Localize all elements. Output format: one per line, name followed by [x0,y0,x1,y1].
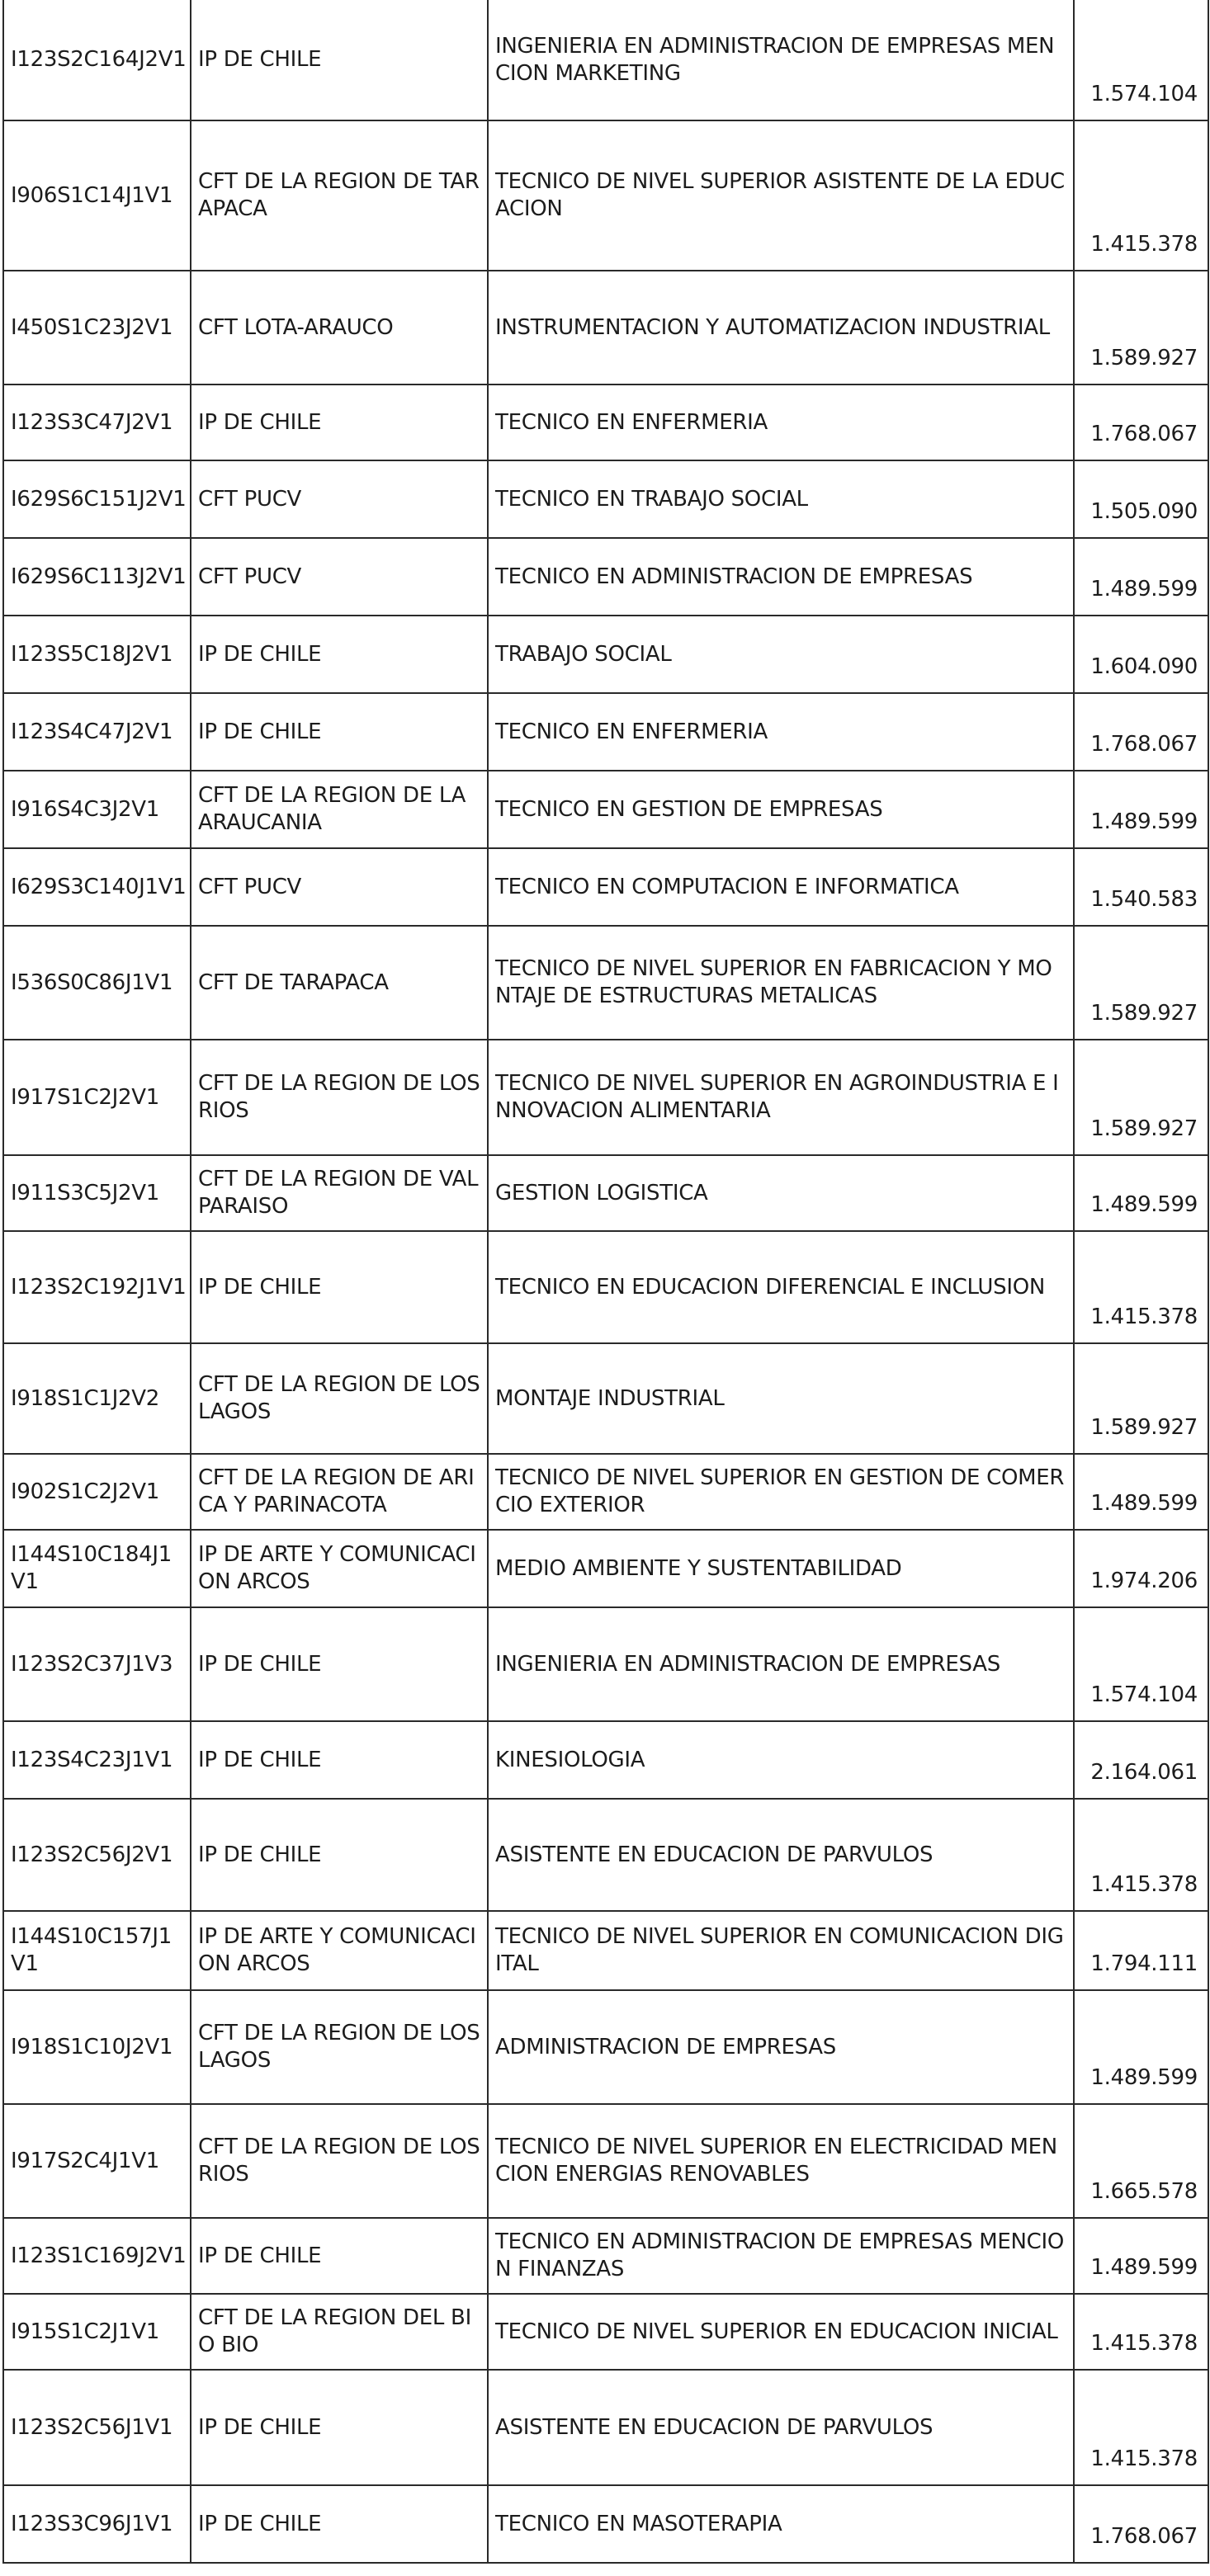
table-row [3,1911,1208,1990]
table-row [3,538,1208,616]
institution-cell: CFT DE LA REGION DE LOS RIOS [191,1040,488,1155]
table-row [3,926,1208,1040]
table-row [3,1799,1208,1911]
program-cell: TRABAJO SOCIAL [488,616,1074,693]
code-cell: I123S3C96J1V1 [3,2485,191,2563]
table-row [3,1343,1208,1454]
program-cell: TECNICO DE NIVEL SUPERIOR EN ELECTRICIDAD MENCION ENERGIAS RENOVABLES [488,2104,1074,2218]
code-cell: I915S1C2J1V1 [3,2294,191,2370]
table-row [3,693,1208,771]
table-row [3,2294,1208,2370]
table-row [3,1990,1208,2104]
institution-cell: IP DE CHILE [191,385,488,460]
amount-cell: 1.794.111 [1074,1911,1208,1990]
institution-cell: CFT LOTA-ARAUCO [191,271,488,385]
amount-cell: 1.489.599 [1074,538,1208,616]
institution-cell: CFT DE LA REGION DE LOS LAGOS [191,1990,488,2104]
amount-cell: 1.415.378 [1074,2294,1208,2370]
institution-cell: IP DE ARTE Y COMUNICACION ARCOS [191,1911,488,1990]
table-row [3,385,1208,460]
program-cell: TECNICO EN ENFERMERIA [488,693,1074,771]
program-cell: TECNICO DE NIVEL SUPERIOR EN EDUCACION INICIAL [488,2294,1074,2370]
program-cell: TECNICO EN COMPUTACION E INFORMATICA [488,848,1074,926]
institution-cell: IP DE CHILE [191,2485,488,2563]
institution-cell: CFT DE TARAPACA [191,926,488,1040]
institution-cell: IP DE CHILE [191,2218,488,2294]
amount-cell: 1.974.206 [1074,1530,1208,1607]
code-cell: I123S2C164J2V1 [3,0,191,120]
code-cell: I918S1C10J2V1 [3,1990,191,2104]
table-row [3,460,1208,538]
table-row [3,1454,1208,1530]
table-row [3,1155,1208,1231]
amount-cell: 1.665.578 [1074,2104,1208,2218]
program-cell: TECNICO EN GESTION DE EMPRESAS [488,771,1074,848]
table-row [3,2485,1208,2563]
amount-cell: 1.574.104 [1074,0,1208,120]
program-cell: ASISTENTE EN EDUCACION DE PARVULOS [488,2370,1074,2485]
code-cell: I536S0C86J1V1 [3,926,191,1040]
amount-cell: 1.489.599 [1074,1454,1208,1530]
table-row [3,271,1208,385]
code-cell: I918S1C1J2V2 [3,1343,191,1454]
program-cell: TECNICO DE NIVEL SUPERIOR EN AGROINDUSTRIA E INNOVACION ALIMENTARIA [488,1040,1074,1155]
code-cell: I144S10C184J1V1 [3,1530,191,1607]
table-row [3,1607,1208,1721]
code-cell: I917S2C4J1V1 [3,2104,191,2218]
amount-cell: 1.415.378 [1074,2370,1208,2485]
program-cell: GESTION LOGISTICA [488,1155,1074,1231]
program-cell: TECNICO EN ADMINISTRACION DE EMPRESAS [488,538,1074,616]
code-cell: I123S4C47J2V1 [3,693,191,771]
amount-cell: 1.768.067 [1074,385,1208,460]
amount-cell: 1.505.090 [1074,460,1208,538]
code-cell: I902S1C2J2V1 [3,1454,191,1530]
amount-cell: 1.604.090 [1074,616,1208,693]
amount-cell: 1.574.104 [1074,1607,1208,1721]
code-cell: I123S4C23J1V1 [3,1721,191,1799]
amount-cell: 1.589.927 [1074,1343,1208,1454]
institution-cell: IP DE CHILE [191,1231,488,1343]
amount-cell: 1.415.378 [1074,1799,1208,1911]
table-row [3,1530,1208,1607]
institution-cell: CFT DE LA REGION DEL BIO BIO [191,2294,488,2370]
institution-cell: IP DE CHILE [191,616,488,693]
code-cell: I123S1C169J2V1 [3,2218,191,2294]
amount-cell: 1.415.378 [1074,120,1208,271]
institution-cell: CFT DE LA REGION DE VALPARAISO [191,1155,488,1231]
amount-cell: 1.768.067 [1074,693,1208,771]
institution-cell: IP DE CHILE [191,2370,488,2485]
institution-cell: IP DE CHILE [191,1799,488,1911]
table-row [3,771,1208,848]
table-row [3,1721,1208,1799]
institution-cell: CFT DE LA REGION DE LA ARAUCANIA [191,771,488,848]
program-cell: INSTRUMENTACION Y AUTOMATIZACION INDUSTRIAL [488,271,1074,385]
amount-cell: 2.164.061 [1074,1721,1208,1799]
program-cell: INGENIERIA EN ADMINISTRACION DE EMPRESAS MENCION MARKETING [488,0,1074,120]
table-row [3,616,1208,693]
table-row [3,1231,1208,1343]
table-row [3,1040,1208,1155]
program-cell: TECNICO EN ADMINISTRACION DE EMPRESAS MENCION FINANZAS [488,2218,1074,2294]
institution-cell: IP DE ARTE Y COMUNICACION ARCOS [191,1530,488,1607]
amount-cell: 1.540.583 [1074,848,1208,926]
code-cell: I629S3C140J1V1 [3,848,191,926]
program-cell: ASISTENTE EN EDUCACION DE PARVULOS [488,1799,1074,1911]
program-cell: TECNICO EN ENFERMERIA [488,385,1074,460]
code-cell: I123S2C192J1V1 [3,1231,191,1343]
institution-cell: CFT DE LA REGION DE LOS RIOS [191,2104,488,2218]
program-cell: TECNICO DE NIVEL SUPERIOR EN FABRICACION Y MONTAJE DE ESTRUCTURAS METALICAS [488,926,1074,1040]
code-cell: I123S2C56J1V1 [3,2370,191,2485]
code-cell: I629S6C113J2V1 [3,538,191,616]
table-row [3,848,1208,926]
program-cell: MEDIO AMBIENTE Y SUSTENTABILIDAD [488,1530,1074,1607]
institution-cell: CFT DE LA REGION DE ARICA Y PARINACOTA [191,1454,488,1530]
table-row [3,2218,1208,2294]
program-cell: TECNICO EN TRABAJO SOCIAL [488,460,1074,538]
program-cell: TECNICO DE NIVEL SUPERIOR EN GESTION DE COMERCIO EXTERIOR [488,1454,1074,1530]
program-cell: INGENIERIA EN ADMINISTRACION DE EMPRESAS [488,1607,1074,1721]
institution-cell: CFT PUCV [191,848,488,926]
program-cell: TECNICO EN EDUCACION DIFERENCIAL E INCLUSION [488,1231,1074,1343]
program-cell: TECNICO EN MASOTERAPIA [488,2485,1074,2563]
institution-cell: IP DE CHILE [191,0,488,120]
code-cell: I123S3C47J2V1 [3,385,191,460]
code-cell: I916S4C3J2V1 [3,771,191,848]
institution-cell: CFT PUCV [191,460,488,538]
program-cell: TECNICO DE NIVEL SUPERIOR ASISTENTE DE LA EDUCACION [488,120,1074,271]
table-row [3,120,1208,271]
table-row [3,2104,1208,2218]
code-cell: I123S2C56J2V1 [3,1799,191,1911]
amount-cell: 1.768.067 [1074,2485,1208,2563]
table-body [3,0,1208,2563]
amount-cell: 1.489.599 [1074,1990,1208,2104]
code-cell: I123S5C18J2V1 [3,616,191,693]
amount-cell: 1.415.378 [1074,1231,1208,1343]
code-cell: I917S1C2J2V1 [3,1040,191,1155]
table-row [3,0,1208,120]
institution-cell: IP DE CHILE [191,693,488,771]
code-cell: I906S1C14J1V1 [3,120,191,271]
program-cell: TECNICO DE NIVEL SUPERIOR EN COMUNICACION DIGITAL [488,1911,1074,1990]
program-cell: MONTAJE INDUSTRIAL [488,1343,1074,1454]
code-cell: I911S3C5J2V1 [3,1155,191,1231]
amount-cell: 1.589.927 [1074,1040,1208,1155]
code-cell: I629S6C151J2V1 [3,460,191,538]
career-fee-table [2,0,1209,2564]
amount-cell: 1.589.927 [1074,271,1208,385]
amount-cell: 1.489.599 [1074,1155,1208,1231]
program-cell: KINESIOLOGIA [488,1721,1074,1799]
institution-cell: CFT DE LA REGION DE LOS LAGOS [191,1343,488,1454]
institution-cell: CFT PUCV [191,538,488,616]
code-cell: I123S2C37J1V3 [3,1607,191,1721]
code-cell: I450S1C23J2V1 [3,271,191,385]
amount-cell: 1.489.599 [1074,2218,1208,2294]
institution-cell: CFT DE LA REGION DE TARAPACA [191,120,488,271]
amount-cell: 1.489.599 [1074,771,1208,848]
institution-cell: IP DE CHILE [191,1607,488,1721]
program-cell: ADMINISTRACION DE EMPRESAS [488,1990,1074,2104]
table-row [3,2370,1208,2485]
institution-cell: IP DE CHILE [191,1721,488,1799]
amount-cell: 1.589.927 [1074,926,1208,1040]
code-cell: I144S10C157J1V1 [3,1911,191,1990]
